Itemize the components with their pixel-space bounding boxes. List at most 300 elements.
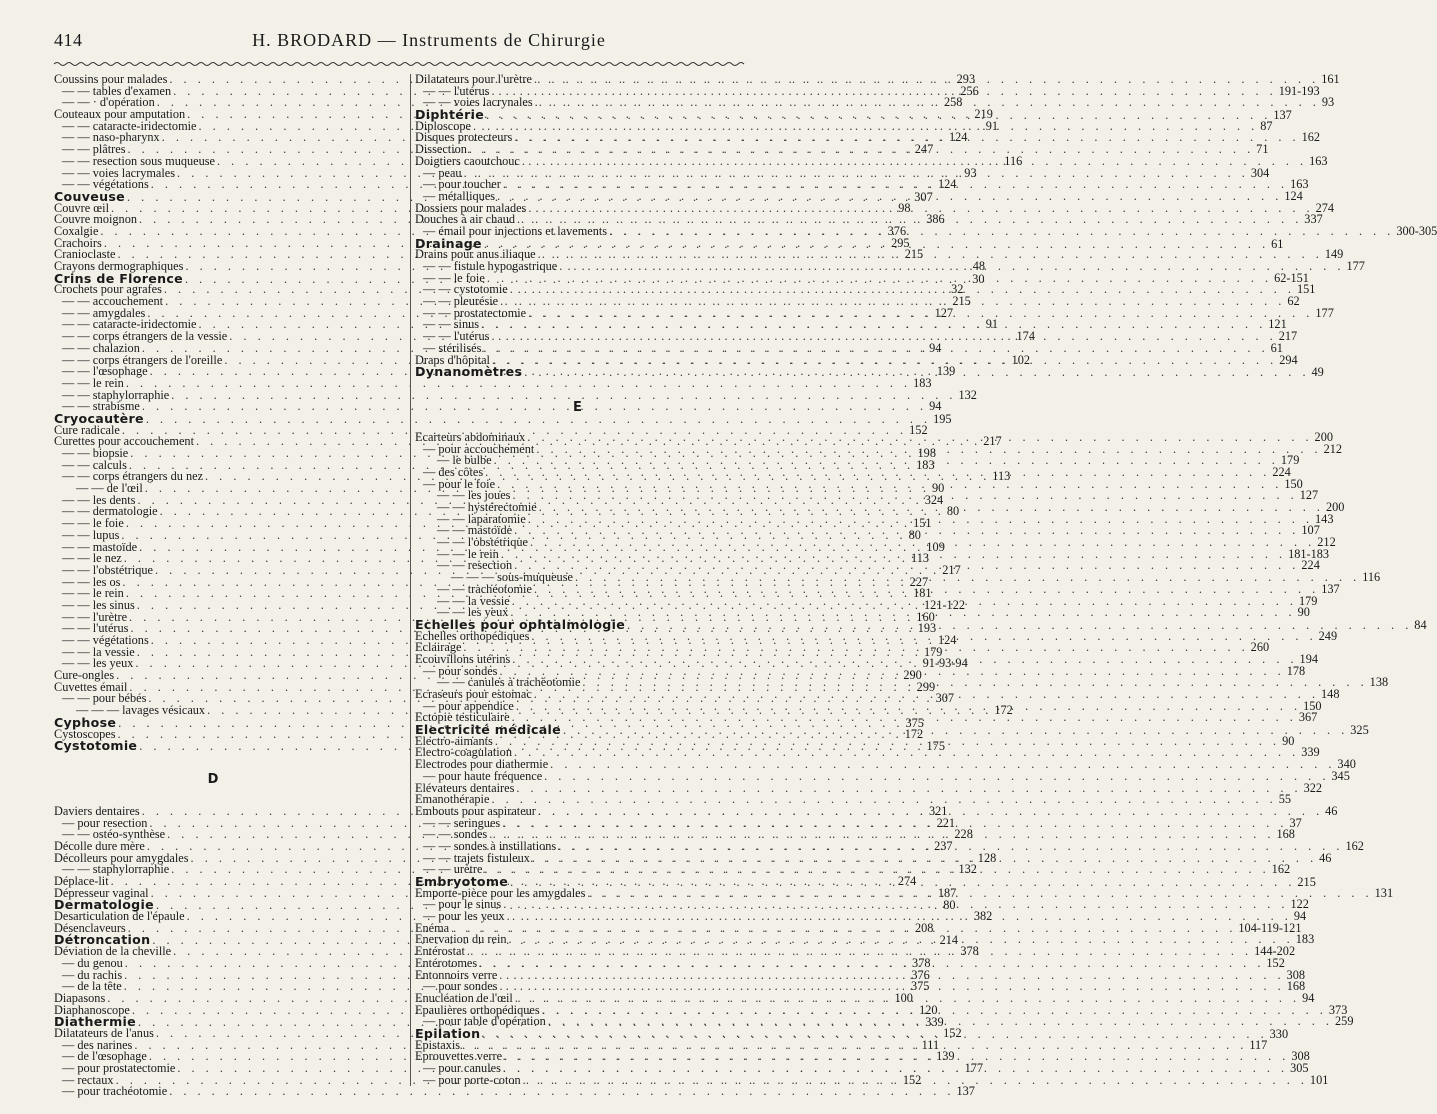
entry-term: — — corps étrangers du nez: [62, 469, 204, 484]
entry-term: — — fistule hypogastrique: [423, 259, 558, 273]
entry-page-ref: 37: [1289, 815, 1302, 830]
entry-page-ref: 259: [1335, 1014, 1354, 1029]
entry-term: Coussins pour malades: [54, 72, 168, 86]
entry-term: — — l'obstétrique: [62, 562, 154, 577]
entry-page-ref: 124: [1284, 188, 1303, 203]
entry-page-ref: 325: [1350, 723, 1369, 738]
entry-page-ref: 228: [954, 827, 973, 842]
entry-page-ref: 375: [905, 715, 924, 730]
entry-page-ref: 247: [914, 142, 934, 157]
entry-term: — — chalazion: [62, 340, 140, 355]
entry-page-ref: 100: [894, 990, 913, 1005]
entry-page-ref: 183: [916, 457, 935, 472]
entry-page-ref: 94: [1302, 990, 1315, 1005]
entry-page-ref: 200: [1325, 500, 1345, 514]
entry-term: Ecarteurs abdominaux: [415, 429, 526, 444]
entry-term: Electrodes pour diathermie: [415, 757, 549, 772]
entry-term: — — resection sous muqueuse: [62, 153, 216, 168]
entry-page-ref: 258: [943, 95, 963, 110]
entry-page-ref: 183: [1295, 932, 1315, 947]
entry-term: Cryocautère: [54, 410, 144, 426]
entry-page-ref: 219: [974, 107, 993, 122]
section-letter-d: D: [207, 771, 219, 787]
entry-page-ref: 144-202: [1254, 944, 1296, 959]
entry-page-ref: 163: [1309, 153, 1328, 168]
entry-term: Crayons dermographiques: [54, 259, 184, 273]
entry-term: Décolleurs pour amygdales: [54, 850, 189, 865]
entry-term: — — cataracte-iridectomie: [62, 118, 197, 133]
entry-page-ref: 174: [1016, 329, 1035, 344]
entry-page-ref: 62-151: [1274, 270, 1309, 285]
entry-page-ref: 215: [952, 294, 971, 309]
entry-term: — — staphylorraphie: [62, 862, 170, 877]
entry-term: — — les yeux: [437, 605, 509, 620]
entry-page-ref: 127: [1299, 488, 1319, 503]
entry-page-ref: 214: [939, 933, 959, 948]
entry-term: — — l'œsophage: [62, 364, 148, 379]
entry-page-ref: 168: [1276, 827, 1295, 842]
entry-page-ref: 161: [1321, 72, 1340, 86]
entry-term: Dilatateurs pour l'urètre: [415, 72, 532, 86]
entry-term: Cure-ongles: [54, 668, 115, 683]
entry-page-ref: 131: [1374, 885, 1394, 900]
entry-page-ref: 152: [943, 1025, 962, 1040]
entry-page-ref: 71: [1256, 142, 1269, 157]
entry-term: Dépresseur vaginal: [54, 885, 149, 900]
entry-term: Entérostat: [415, 944, 465, 959]
entry-page-ref: 215: [1297, 875, 1316, 889]
entry-term: Emporte-pièce pour les amygdales: [415, 885, 586, 900]
entry-term: Cystoscopes: [54, 726, 116, 741]
entry-page-ref: 137: [1321, 581, 1340, 596]
entry-term: — — les dents: [62, 492, 136, 507]
entry-term: Epaulières orthopédiques: [415, 1002, 540, 1017]
entry-page-ref: 181: [913, 586, 932, 601]
entry-term: Dossiers pour malades: [415, 200, 527, 215]
entry-page-ref: 179: [1280, 453, 1300, 468]
entry-page-ref: 94: [929, 340, 942, 355]
entry-term: Couteaux pour amputation: [54, 107, 186, 122]
leader-dots: [169, 1086, 954, 1098]
entry-term: — — — lavages vésicaux: [76, 703, 206, 718]
entry-term: — pour accouchement: [423, 441, 535, 456]
entry-term: — — le rein: [62, 586, 124, 601]
entry-page-ref: 143: [1315, 511, 1334, 526]
entry-page-ref: 148: [1321, 687, 1340, 701]
entry-page-ref: 290: [903, 668, 922, 683]
entry-term: — rectaux: [62, 1072, 114, 1087]
entry-page-ref: 124: [938, 177, 957, 192]
entry-page-ref: 307: [914, 189, 933, 204]
entry-page-ref: 215: [904, 247, 924, 262]
entry-term: — pour le foie: [423, 476, 496, 491]
entry-page-ref: 111: [921, 1037, 940, 1052]
entry-term: — — plâtres: [62, 142, 126, 157]
entry-page-ref: 84: [1414, 617, 1427, 632]
entry-page-ref: 128: [977, 850, 997, 865]
entry-page-ref: 179: [924, 644, 943, 659]
entry-page-ref: 98: [898, 200, 911, 215]
entry-term: Daviers dentaires: [54, 803, 140, 818]
entry-term: Drains pour anus iliaque: [415, 247, 536, 262]
entry-page-ref: 80: [908, 527, 921, 542]
entry-page-ref: 304: [1250, 165, 1270, 180]
entry-term: Eclairage: [415, 640, 462, 655]
entry-term: — pour prostatectomie: [62, 1061, 176, 1075]
entry-page-ref: 294: [1279, 352, 1298, 367]
entry-term: — — naso-pharynx: [62, 130, 160, 145]
entry-term: — — amygdales: [62, 305, 146, 320]
entry-term: — — hystérectomie: [437, 500, 537, 514]
entry-term: Ectopie testiculaire: [415, 710, 510, 725]
entry-page-ref: 49: [1311, 365, 1324, 380]
entry-page-ref: 30: [972, 271, 985, 286]
entry-page-ref: 299: [916, 679, 936, 694]
entry-page-ref: 102: [1011, 352, 1031, 367]
entry-term: Diapasons: [54, 990, 106, 1005]
entry-term: — peau: [423, 165, 462, 180]
index-entry: [54, 1084, 975, 1099]
entry-term: — — accouchement: [62, 294, 164, 309]
entry-term: Emanothérapie: [415, 792, 490, 807]
entry-term: Cyphose: [54, 714, 117, 730]
entry-page-ref: 152: [902, 1072, 922, 1087]
entry-term: Enéma: [415, 920, 450, 935]
entry-term: Crochets pour agrafes: [54, 282, 162, 297]
entry-term: Douches à air chaud: [415, 212, 516, 227]
entry-term: Couvre œil: [54, 200, 109, 215]
entry-term: Entonnoirs verre: [415, 967, 498, 982]
entry-page-ref: 274: [1315, 200, 1335, 215]
entry-page-ref: 127: [934, 305, 954, 320]
entry-page-ref: 172: [904, 726, 924, 741]
entry-page-ref: 221: [936, 815, 956, 830]
entry-page-ref: 151: [913, 516, 932, 531]
entry-term: Couveuse: [54, 188, 126, 204]
entry-page-ref: 163: [1290, 177, 1309, 192]
entry-term: Curettes pour accouchement: [54, 434, 194, 449]
entry-page-ref: 212: [1317, 535, 1336, 550]
entry-page-ref: 181-183: [1288, 546, 1330, 561]
entry-page-ref: 217: [1278, 329, 1298, 344]
entry-term: Cuvettes émail: [54, 679, 128, 694]
entry-term: — — cystotomie: [423, 282, 508, 297]
entry-page-ref: 139: [936, 364, 956, 379]
entry-page-ref: 339: [1301, 745, 1320, 760]
entry-page-ref: 373: [1328, 1002, 1348, 1017]
entry-term: — — trachéotomie: [437, 581, 532, 596]
entry-page-ref: 124: [948, 130, 968, 145]
entry-term: — — le foie: [62, 516, 124, 531]
section-letter-e: E: [573, 399, 582, 415]
entry-page-ref: 150: [1303, 698, 1322, 713]
leader-dots: [524, 364, 1309, 379]
entry-term: Draps d'hôpital: [415, 352, 490, 367]
entry-page-ref: 113: [911, 551, 930, 566]
entry-term: — de la tête: [62, 979, 122, 994]
entry-term: — — végétations: [62, 633, 149, 647]
entry-page-ref: 224: [1272, 464, 1291, 479]
entry-page-ref: 162: [1301, 130, 1321, 145]
entry-page-ref: 132: [958, 387, 977, 402]
entry-term: Cure radicale: [54, 422, 120, 437]
entry-term: — — l'utérus: [423, 83, 490, 98]
entry-term: — — seringues: [423, 815, 501, 830]
entry-term: — — le foie: [423, 270, 485, 285]
leader-dots: [609, 223, 1394, 238]
entry-term: — pour haute fréquence: [423, 768, 543, 783]
entry-term: Electro-aimants: [415, 733, 493, 748]
entry-page-ref: 90: [1297, 605, 1310, 620]
entry-page-ref: 200: [1314, 429, 1333, 444]
entry-page-ref: 120: [919, 1002, 938, 1017]
entry-page-ref: 237: [934, 838, 953, 853]
entry-term: — — dermatologie: [62, 504, 158, 519]
entry-page-ref: 90: [1282, 733, 1295, 748]
entry-term: — — l'utérus: [62, 621, 129, 636]
entry-page-ref: 375: [911, 979, 930, 994]
entry-term: — — laparatomie: [437, 511, 526, 526]
entry-term: — — l'urètre: [62, 609, 128, 624]
entry-page-ref: 132: [958, 862, 977, 877]
entry-page-ref: 152: [1266, 955, 1285, 970]
entry-term: — — mastoïde: [62, 539, 138, 554]
entry-term: — — urètre: [423, 862, 483, 877]
entry-page-ref: 116: [1004, 153, 1023, 168]
entry-page-ref: 324: [924, 492, 944, 507]
entry-page-ref: 168: [1286, 979, 1306, 994]
entry-term: Dynanomètres: [415, 364, 523, 380]
entry-term: — — le rein: [62, 375, 124, 390]
entry-term: Ecraseurs pour estomac: [415, 687, 532, 701]
entry-page-ref: 55: [1278, 792, 1291, 807]
entry-term: — des côtes: [423, 464, 484, 479]
entry-page-ref: 217: [942, 562, 961, 577]
entry-term: — — voies lacrymales: [62, 165, 176, 180]
entry-term: Diploscope: [415, 118, 472, 133]
entry-term: — — resection: [437, 558, 513, 573]
entry-term: Epistaxis: [415, 1037, 461, 1052]
entry-term: Désenclaveurs: [54, 920, 126, 935]
entry-page-ref: 94: [1293, 909, 1307, 924]
entry-term: — — cataracte-iridectomie: [62, 317, 197, 332]
entry-term: Dermatologie: [54, 897, 154, 913]
entry-term: — — biopsie: [62, 446, 129, 460]
entry-page-ref: 90: [932, 481, 945, 496]
entry-page-ref: 293: [956, 72, 976, 86]
entry-page-ref: 137: [956, 1084, 975, 1099]
entry-page-ref: 345: [1331, 768, 1350, 783]
entry-page-ref: 274: [897, 874, 917, 888]
entry-page-ref: 109: [926, 539, 945, 554]
entry-term: — pour sondes: [423, 979, 498, 994]
entry-page-ref: 124: [938, 633, 957, 647]
entry-term: — pour le sinus: [423, 897, 502, 912]
entry-page-ref: 337: [1304, 212, 1323, 227]
entry-page-ref: 122: [1290, 897, 1309, 912]
entry-page-ref: 177: [964, 1061, 984, 1075]
entry-term: — — ostéo-synthèse: [62, 827, 166, 842]
entry-term: — — la vessie: [437, 593, 510, 608]
entry-page-ref: 162: [1345, 838, 1364, 853]
entry-page-ref: 151: [1296, 282, 1316, 297]
entry-page-ref: 187: [937, 885, 957, 900]
entry-term: Doigtiers caoutchouc: [415, 153, 520, 168]
entry-term: — pour canules: [423, 1061, 501, 1075]
entry-term: — — l'utérus: [423, 329, 490, 344]
entry-page-ref: 94: [929, 399, 942, 414]
entry-page-ref: 339: [925, 1015, 944, 1030]
entry-page-ref: 101: [1309, 1072, 1329, 1087]
entry-page-ref: 48: [972, 259, 985, 273]
entry-term: Décolle dure mère: [54, 838, 145, 853]
entry-page-ref: 183: [913, 375, 932, 390]
entry-term: Crins de Florence: [54, 270, 183, 286]
entry-term: Epilation: [415, 1025, 481, 1041]
entry-page-ref: 172: [994, 703, 1013, 718]
entry-page-ref: 376: [911, 967, 930, 982]
entry-term: Embouts pour aspirateur: [415, 803, 536, 818]
entry-page-ref: 46: [1319, 850, 1332, 865]
entry-term: Eprouvettes verre: [415, 1049, 503, 1064]
entry-page-ref: 116: [1362, 570, 1381, 585]
entry-term: — pour resection: [62, 815, 148, 830]
entry-page-ref: 32: [951, 282, 964, 297]
entry-page-ref: 193: [917, 621, 937, 636]
entry-term: Echelles pour ophtalmologie: [415, 616, 626, 632]
entry-page-ref: 321: [928, 803, 948, 818]
entry-term: Coxalgie: [54, 223, 99, 238]
entry-term: Disques protecteurs: [415, 130, 513, 145]
entry-page-ref: 178: [1286, 663, 1306, 678]
entry-term: — de l'œsophage: [62, 1049, 147, 1064]
entry-term: — — les joues: [437, 488, 511, 503]
entry-page-ref: 121: [1268, 317, 1287, 332]
entry-term: — métalliques: [423, 188, 496, 203]
entry-term: — — · d'opération: [62, 95, 155, 110]
entry-term: — — strabisme: [62, 399, 140, 414]
entry-page-ref: 104-119-121: [1238, 920, 1302, 935]
entry-term: Déviation de la cheville: [54, 944, 172, 959]
entry-term: Electricité médicale: [415, 722, 562, 738]
entry-term: — — sinus: [423, 317, 480, 332]
entry-term: — — lupus: [62, 527, 120, 542]
leader-dots: [523, 1072, 1308, 1087]
page-number: 414: [54, 30, 83, 50]
entry-page-ref: 87: [1260, 118, 1273, 133]
entry-page-ref: 117: [1249, 1037, 1268, 1052]
entry-term: Embryotome: [415, 874, 509, 889]
entry-page-ref: 160: [916, 609, 935, 624]
entry-term: Crachoirs: [54, 235, 102, 250]
entry-page-ref: 93: [1321, 95, 1335, 110]
entry-term: — — staphylorraphie: [62, 387, 170, 402]
entry-page-ref: 179: [1299, 593, 1318, 608]
entry-term: Electro-coagulation: [415, 745, 512, 760]
entry-page-ref: 93: [964, 165, 977, 180]
entry-term: Elévateurs dentaires: [415, 780, 515, 795]
entry-page-ref: 308: [1291, 1049, 1310, 1064]
entry-page-ref: 330: [1269, 1026, 1289, 1041]
entry-page-ref: 175: [926, 739, 945, 754]
entry-page-ref: 212: [1323, 441, 1343, 456]
entry-page-ref: 61: [1270, 340, 1283, 355]
entry-term: — — trajets fistuleux: [423, 850, 530, 865]
entry-page-ref: 340: [1337, 757, 1356, 772]
entry-page-ref: 80: [943, 898, 956, 913]
page-header: [54, 30, 744, 60]
entry-page-ref: 308: [1286, 967, 1305, 982]
entry-term: Dissection: [415, 142, 467, 157]
entry-page-ref: 195: [933, 411, 952, 426]
entry-term: — — tables d'examen: [62, 83, 172, 98]
entry-term: Desarticulation de l'épaule: [54, 909, 185, 924]
entry-page-ref: 378: [912, 955, 931, 970]
entry-term: — — pleurésie: [423, 294, 499, 309]
entry-page-ref: 150: [1284, 476, 1303, 491]
entry-page-ref: 382: [973, 909, 993, 924]
entry-term: — — le nez: [62, 551, 122, 566]
entry-page-ref: 208: [914, 920, 934, 935]
entry-page-ref: 80: [946, 504, 960, 519]
entry-term: — pour appendice: [423, 698, 514, 713]
entry-term: Enucléation de l'œil: [415, 990, 513, 1005]
entry-term: — — le rein: [437, 546, 499, 561]
entry-term: — — végétations: [62, 177, 149, 192]
entry-page-ref: 177: [1315, 305, 1334, 320]
entry-term: — émail pour injections et lavements: [423, 223, 608, 238]
entry-term: — pour trachéotomie: [62, 1084, 168, 1099]
entry-page-ref: 91: [985, 118, 999, 133]
entry-term: — — la vessie: [62, 644, 135, 659]
entry-term: — pour table d'opération: [423, 1014, 546, 1029]
entry-term: — — corps étrangers de la vessie: [62, 329, 228, 344]
entry-term: — — l'obstétrique: [437, 535, 529, 550]
entry-term: Détroncation: [54, 932, 151, 948]
entry-term: — — de l'œil: [76, 481, 143, 496]
header-wavy-rule: [54, 60, 744, 68]
entry-page-ref: 137: [1273, 108, 1292, 123]
entry-page-ref: 61: [1271, 236, 1284, 251]
entry-page-ref: 224: [1301, 558, 1320, 573]
entry-page-ref: 386: [926, 212, 945, 227]
entry-term: Cranioclaste: [54, 247, 116, 262]
entry-page-ref: 139: [936, 1049, 955, 1064]
entry-term: — — sondes: [423, 827, 488, 842]
entry-term: Enervation du rein: [415, 932, 507, 947]
entry-term: — pour porte-coton: [423, 1072, 521, 1087]
entry-term: — des narines: [62, 1037, 133, 1052]
entry-term: — — les yeux: [62, 656, 134, 671]
entry-page-ref: 376: [887, 223, 907, 238]
entry-page-ref: 198: [917, 446, 936, 460]
entry-page-ref: 91-93-94: [922, 656, 968, 671]
entry-term: — — voies lacrynales: [423, 95, 533, 110]
entry-page-ref: 113: [992, 469, 1011, 484]
entry-term: Ecouvillons utérins: [415, 651, 511, 666]
entry-term: Diaphanoscope: [54, 1002, 130, 1017]
entry-term: — — corps étrangers de l'oreille: [62, 352, 223, 367]
entry-term: — — calculs: [62, 457, 127, 472]
entry-page-ref: 227: [909, 574, 929, 589]
entry-page-ref: 256: [960, 83, 979, 98]
entry-term: — — les sinus: [62, 597, 135, 612]
entry-term: — du genou: [62, 955, 123, 970]
entry-term: — — canules à trachéotomie: [437, 675, 581, 690]
entry-page-ref: 152: [909, 422, 928, 437]
entry-term: Diphtérie: [415, 107, 485, 123]
entry-page-ref: 305: [1290, 1061, 1309, 1075]
